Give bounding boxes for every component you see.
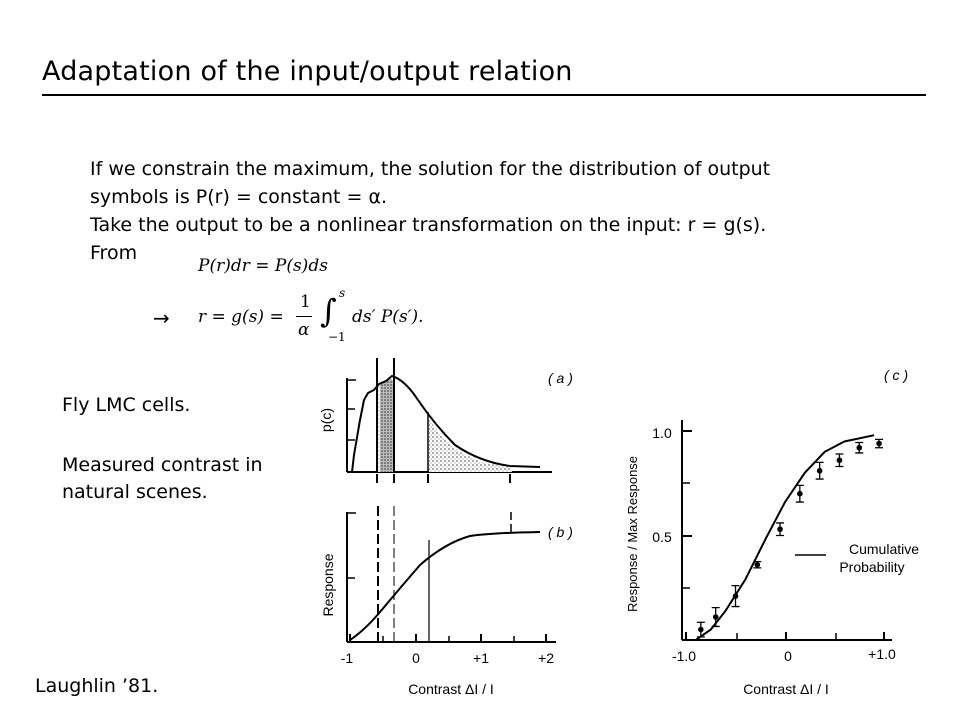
panel-c-xlabel: Contrast ΔI / I: [743, 681, 829, 697]
panel-b-xtick-label: 0: [412, 650, 420, 666]
data-point: [837, 457, 843, 463]
panel-b-x-ticks: [350, 634, 546, 642]
panel-b-ylabel: Response: [320, 553, 336, 617]
panel-c-xtick-label: 0: [784, 648, 792, 664]
panel-a-label: ( a ): [548, 370, 573, 386]
legend-label-2: Probability: [839, 559, 905, 575]
equation-integrand: ds′ P(s′).: [352, 307, 424, 327]
data-point: [777, 526, 783, 532]
side-text-fly-lmc: Fly LMC cells.: [62, 394, 191, 416]
equation-lhs: r = g(s) =: [198, 307, 284, 327]
panel-c-xtick-label: -1.0: [671, 648, 697, 664]
paragraph-line-1: If we constrain the maximum, the solution for the distribution of output: [90, 158, 771, 180]
data-point: [713, 614, 719, 620]
panel-a-ylabel: p(c): [318, 407, 334, 433]
implies-arrow-icon: →: [153, 306, 170, 330]
data-point: [856, 445, 862, 451]
panel-b-xtick-label: +1: [473, 650, 489, 666]
panel-c-ytick-label: 0.5: [652, 529, 672, 545]
panel-c: [625, 367, 919, 697]
panel-c-label: ( c ): [884, 367, 909, 383]
panel-b-xtick-label: +2: [538, 650, 554, 666]
panel-b: [320, 506, 573, 697]
panel-b-xlabel: Contrast ΔI / I: [408, 681, 494, 697]
equation-fraction-numerator: 1: [300, 292, 311, 312]
data-point: [733, 593, 739, 599]
panel-c-ytick-label: 1.0: [652, 425, 672, 441]
side-text-measured-1: Measured contrast in: [62, 454, 263, 476]
paragraph-line-2: symbols is P(r) = constant = α.: [90, 186, 388, 208]
paragraph-line-3: Take the output to be a nonlinear transformation on the input: r = g(s).: [90, 214, 767, 236]
equation-fraction-denominator: α: [298, 320, 310, 340]
panel-c-ylabel: Response / Max Response: [625, 455, 640, 613]
panel-a-shaded-region-2: [380, 379, 393, 472]
cumulative-probability-curve: [696, 435, 874, 640]
equation-measure-conservation: P(r)dr = P(s)ds: [198, 256, 328, 276]
data-point: [797, 491, 803, 497]
data-point: [698, 627, 704, 633]
paragraph-line-4: From: [90, 242, 138, 264]
slide-title: Adaptation of the input/output relation: [42, 56, 573, 87]
integral-sign: ∫: [320, 292, 337, 330]
data-point: [817, 468, 823, 474]
data-point: [876, 441, 882, 447]
panel-a: [318, 358, 573, 483]
legend-label-1: Cumulative: [848, 541, 920, 557]
data-point: [754, 562, 760, 568]
integral-lower-limit: −1: [328, 330, 346, 344]
side-text-measured-2: natural scenes.: [62, 481, 208, 503]
panel-b-label: ( b ): [548, 524, 573, 540]
integral-upper-limit: s: [339, 286, 346, 300]
citation: Laughlin ’81.: [35, 675, 159, 697]
panel-b-xtick-label: -1: [340, 650, 354, 666]
panel-c-xtick-label: +1.0: [868, 646, 896, 662]
